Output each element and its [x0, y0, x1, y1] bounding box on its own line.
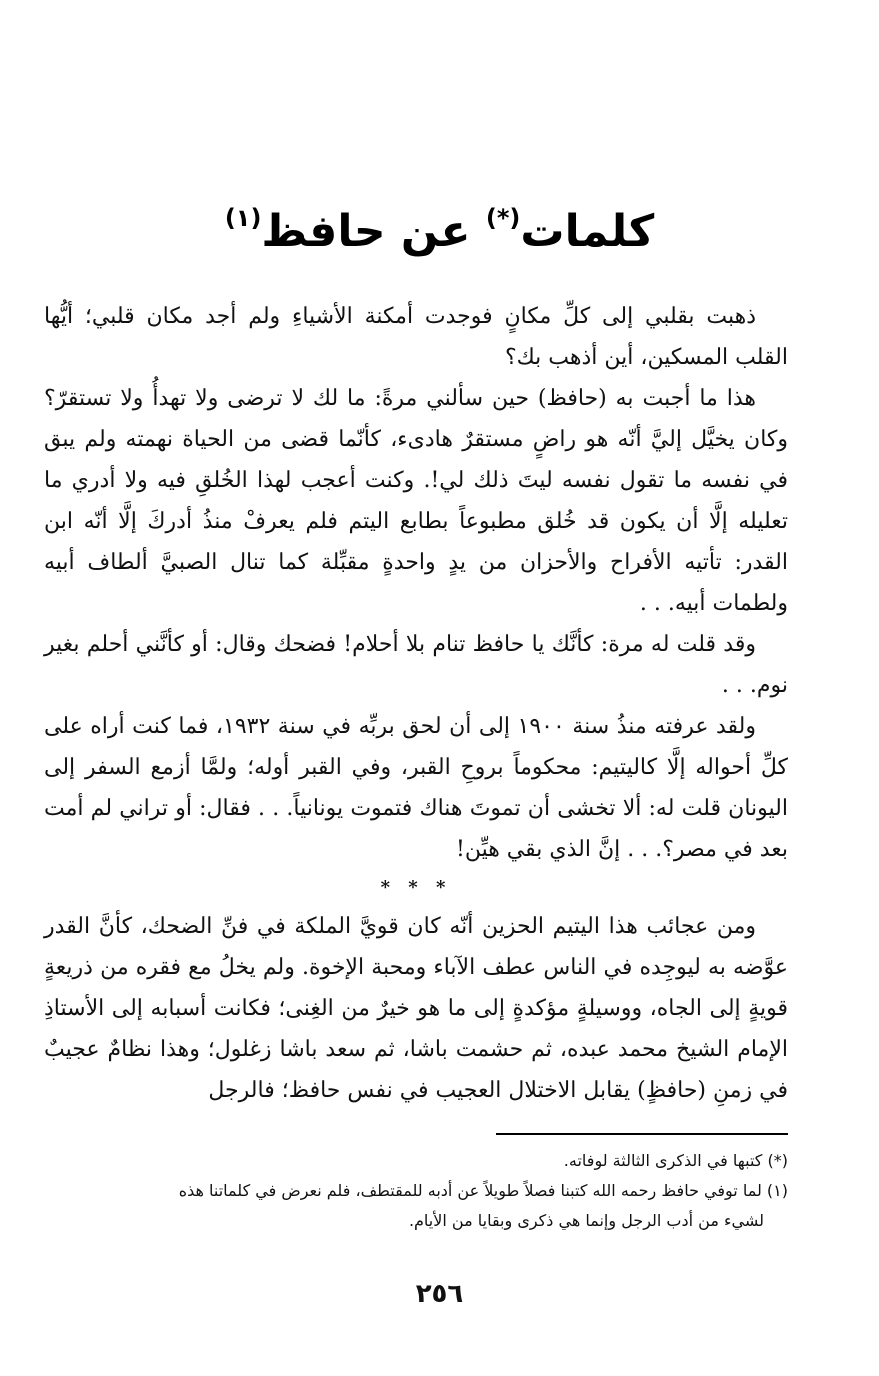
body-text	[44, 296, 788, 1111]
page-title	[0, 188, 879, 262]
paragraph-1: ذهبت بقلبي إلى كلِّ مكانٍ فوجدت أمكنة الأشياءِ ولم أجد مكان قلبي؛ أيُّها القلب المسكين، أين أذهب بك؟	[44, 304, 788, 370]
footnote-divider	[496, 1133, 788, 1135]
paragraph-4: ولقد عرفته منذُ سنة ١٩٠٠ إلى أن لحق بربِّه في سنة ١٩٣٢، فما كنت أراه على كلِّ أحواله إلَّا كاليتيم: محكوماً بروحِ القبر، وفي القبر أوله؛ ولمَّا أزمع السفر إلى اليونان قلت له: ألا تخشى أن تموتَ هناك فتموت يونانياً. . . فقال: أو تراني لم أمت بعد في مصر؟. . . إنَّ الذي بقي هيِّن!	[44, 714, 788, 862]
title-main: كلمات	[520, 206, 655, 257]
page-number: ٢٥٦	[415, 1279, 464, 1309]
title-star-footnote-mark: (*)	[485, 204, 521, 232]
paragraph-3: وقد قلت له مرة: كأنَّك يا حافظ تنام بلا أحلام! فضحك وقال: أو كأنَّني أحلم بغير نوم. . .	[44, 632, 788, 698]
title-rest: عن حافظ	[261, 206, 486, 257]
paragraph-5: ومن عجائب هذا اليتيم الحزين أنّه كان قويَّ الملكة في فنِّ الضحك، كأنَّ القدر عوَّضه به ليوجِده في الناس عطف الآباء ومحبة الإخوة. ولم يخلُ مع فقره من ذريعةٍ قويةٍ إلى الجاه، ووسيلةٍ مؤكدةٍ إلى ما هو خيرٌ من الغِنى؛ فكانت أسبابه إلى الأستاذِ الإمام الشيخ محمد عبده، ثم حشمت باشا، ثم سعد باشا زغلول؛ وهذا نظامٌ عجيبٌ في زمنِ (حافظٍ) يقابل الاختلال العجيب في نفس حافظ؛ فالرجل	[44, 914, 788, 1103]
title-footnote-mark: (١)	[224, 204, 262, 232]
footnote-1: (١) لما توفي حافظ رحمه الله كتبنا فصلاً طويلاً عن أدبه للمقتطف، فلم نعرض في كلماتنا هذه	[178, 1181, 788, 1200]
footnote-1-continuation: لشيء من أدب الرجل وإنما هي ذكرى وبقايا من الأيام.	[408, 1211, 764, 1230]
footnote-star: (*) كتبها في الذكرى الثالثة لوفاته.	[563, 1151, 788, 1170]
paragraph-2: هذا ما أجبت به (حافظ) حين سألني مرةً: ما لك لا ترضى ولا تهدأُ ولا تستقرّ؟ وكان يخيَّل إليَّ أنّه هو راضٍ مستقرٌ هادىء، كأنّما قضى من الحياة نهمته ولم يبق في نفسه ما تقول نفسه ليتَ ذلك لي!. وكنت أعجب لهذا الخُلقِ فيه ولا أدري ما تعليله إلَّا أن يكون قد خُلق مطبوعاً بطابع اليتم فلم يعرفْ منذُ أدركَ إلَّا أنّه ابن القدر: تأتيه الأفراح والأحزان من يدٍ واحدةٍ مقبِّلة كما تنال الصبيَّ ألطاف أبيه ولطمات أبيه. . .	[44, 386, 788, 616]
section-separator: * * *	[380, 877, 452, 898]
footnotes	[44, 1146, 788, 1236]
